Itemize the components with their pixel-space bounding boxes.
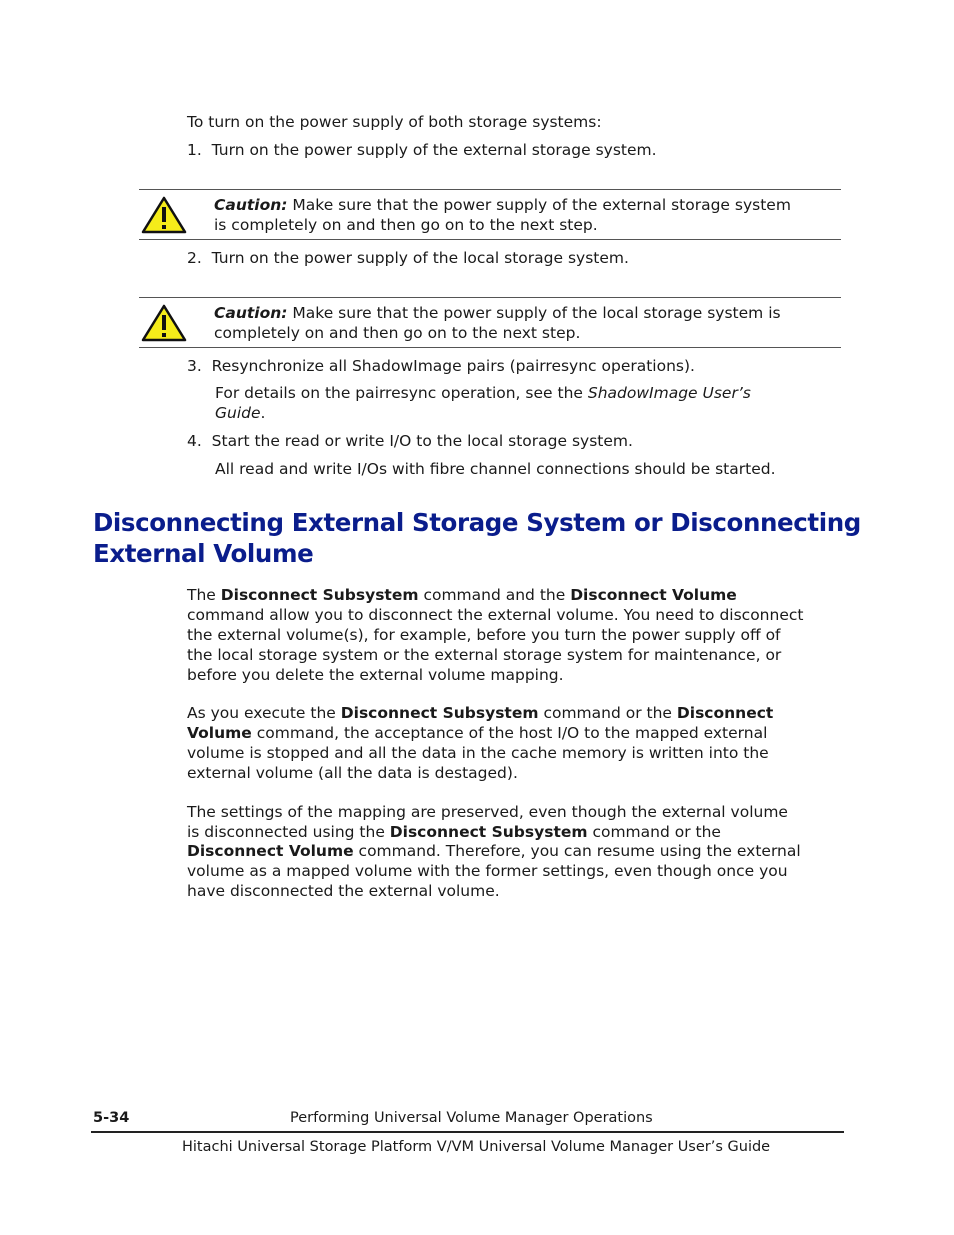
warning-triangle-icon <box>141 196 187 234</box>
step-number: 2. <box>187 249 202 267</box>
para2-line-1 <box>187 703 773 723</box>
caution-line-2: completely on and then go on to the next step. <box>214 324 581 342</box>
command-name: Disconnect Subsystem <box>389 823 588 841</box>
text: is disconnected using the <box>187 823 390 841</box>
guide-reference: ShadowImage User’s <box>587 384 751 402</box>
caution-text: Make sure that the power supply of the external storage system <box>287 196 791 214</box>
step-1 <box>187 140 657 160</box>
step-text: Turn on the power supply of the external storage system. <box>211 141 657 159</box>
text: command or the <box>587 823 721 841</box>
step-3-detail-line-1 <box>215 383 751 403</box>
para1-line-4: the local storage system or the external storage system for maintenance, or <box>187 646 782 664</box>
footer-divider <box>91 1131 844 1133</box>
step-3-detail-line-2 <box>215 403 265 423</box>
caution-line-1 <box>214 303 781 323</box>
step-3 <box>187 356 695 376</box>
caution-text: Make sure that the power supply of the local storage system is <box>287 304 781 322</box>
detail-text: For details on the pairresync operation, see the <box>215 384 588 402</box>
chapter-title: Performing Universal Volume Manager Operations <box>290 1110 653 1126</box>
text: command or the <box>538 704 677 722</box>
caution-line-2: is completely on and then go on to the next step. <box>214 216 598 234</box>
step-2 <box>187 248 629 268</box>
intro-text: To turn on the power supply of both storage systems: <box>187 113 602 131</box>
guide-reference: Guide <box>215 404 261 422</box>
step-4 <box>187 431 633 451</box>
text: command. Therefore, you can resume using the external <box>353 842 801 860</box>
para1-line-2: command allow you to disconnect the external volume. You need to disconnect <box>187 606 804 624</box>
step-number: 3. <box>187 357 202 375</box>
command-name: Disconnect Subsystem <box>340 704 539 722</box>
para1-line-5: before you delete the external volume mapping. <box>187 666 564 684</box>
command-name: Volume <box>187 724 252 742</box>
text: As you execute the <box>187 704 341 722</box>
section-heading-line-1: Disconnecting External Storage System or Disconnecting <box>93 508 861 537</box>
text: command and the <box>418 586 571 604</box>
step-text: Start the read or write I/O to the local storage system. <box>211 432 633 450</box>
caution-label: Caution: <box>214 304 288 322</box>
command-name: Disconnect Volume <box>187 842 354 860</box>
guide-title: Hitachi Universal Storage Platform V/VM Universal Volume Manager User’s Guide <box>182 1139 771 1155</box>
para1-line-3: the external volume(s), for example, before you turn the power supply off of <box>187 626 781 644</box>
caution-label: Caution: <box>214 196 288 214</box>
command-name: Disconnect Volume <box>570 586 737 604</box>
caution-box <box>139 297 841 348</box>
step-4-detail: All read and write I/Os with fibre channel connections should be started. <box>215 460 776 478</box>
step-text: Resynchronize all ShadowImage pairs (pairresync operations). <box>211 357 695 375</box>
warning-triangle-icon <box>141 304 187 342</box>
para3-line-3 <box>187 841 801 861</box>
para3-line-2 <box>187 822 721 842</box>
para3-line-1: The settings of the mapping are preserved, even though the external volume <box>187 803 788 821</box>
para2-line-4: external volume (all the data is destaged). <box>187 764 518 782</box>
command-name: Disconnect Subsystem <box>220 586 419 604</box>
para3-line-4: volume as a mapped volume with the former settings, even though once you <box>187 862 788 880</box>
page-number: 5-34 <box>93 1110 130 1126</box>
caution-line-1 <box>214 195 791 215</box>
para2-line-3: volume is stopped and all the data in the cache memory is written into the <box>187 744 769 762</box>
para2-line-2 <box>187 723 767 743</box>
text: The <box>187 586 221 604</box>
detail-text: . <box>260 404 266 422</box>
step-text: Turn on the power supply of the local storage system. <box>211 249 629 267</box>
step-number: 1. <box>187 141 202 159</box>
para3-line-5: have disconnected the external volume. <box>187 882 500 900</box>
section-heading-line-2: External Volume <box>93 539 314 568</box>
caution-box <box>139 189 841 240</box>
step-number: 4. <box>187 432 202 450</box>
command-name: Disconnect <box>676 704 774 722</box>
para1-line-1 <box>187 585 737 605</box>
text: command, the acceptance of the host I/O to the mapped external <box>251 724 768 742</box>
